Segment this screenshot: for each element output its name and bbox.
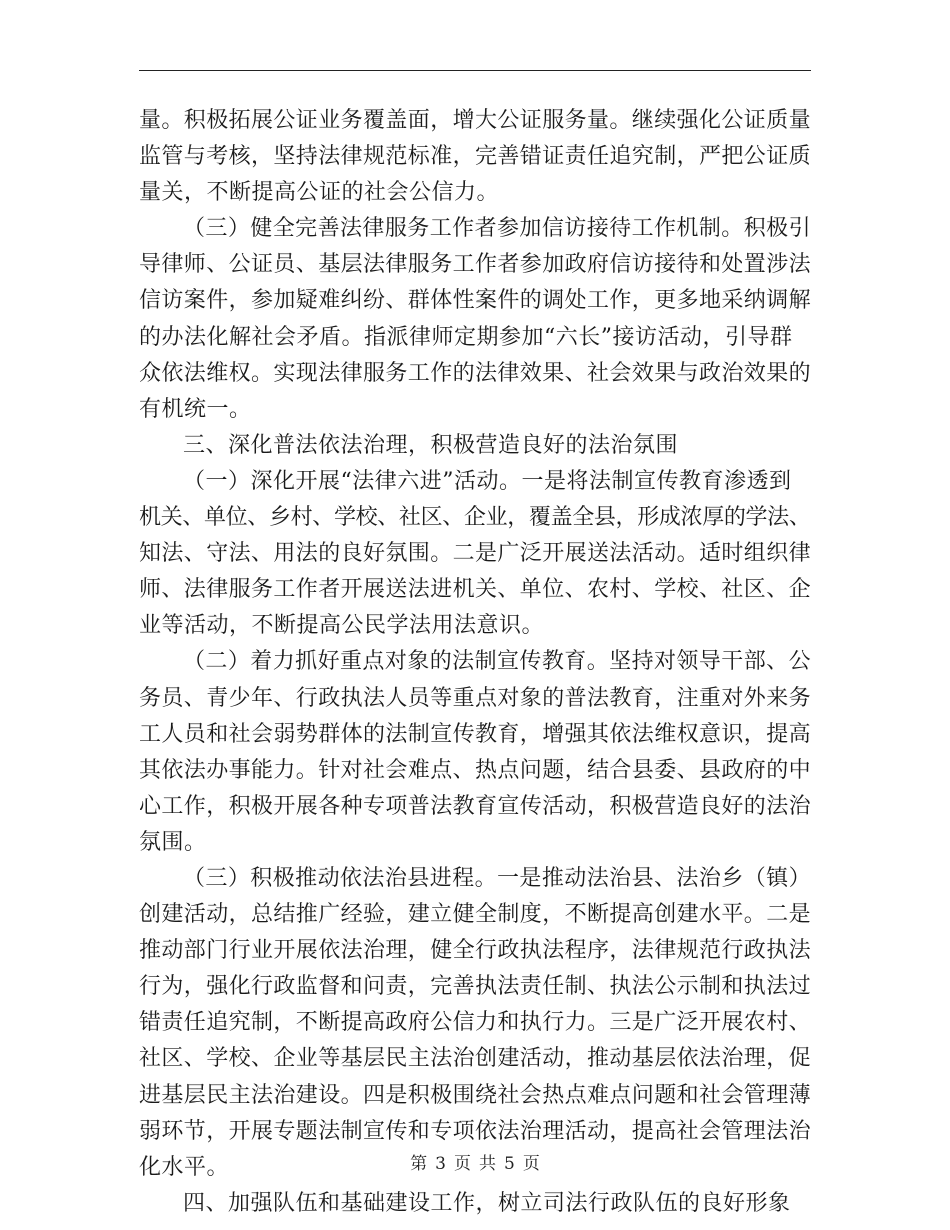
text-line: 氛围。 (139, 829, 207, 855)
text-line: 机关、单位、乡村、学校、社区、企业，覆盖全县，形成浓厚的学法、 (139, 505, 811, 531)
text-line: 进基层民主法治建设。四是积极围绕社会热点难点问题和社会管理薄 (139, 1082, 812, 1108)
text-line: 心工作，积极开展各种专项普法教育宣传活动，积极营造良好的法治 (139, 793, 812, 819)
text-line: 工人员和社会弱势群体的法制宣传教育，增强其依法维权意识，提高 (139, 721, 812, 747)
text-line: （三）健全完善法律服务工作者参加信访接待工作机制。积极引 (183, 216, 812, 242)
text-line: 其依法办事能力。针对社会难点、热点问题，结合县委、县政府的中 (139, 757, 812, 783)
text-line: 推动部门行业开展依法治理，健全行政执法程序，法律规范行政执法 (139, 938, 812, 964)
text-line: 创建活动，总结推广经验，建立健全制度，不断提高创建水平。二是 (139, 902, 812, 928)
text-line: 信访案件，参加疑难纠纷、群体性案件的调处工作，更多地采纳调解 (139, 288, 812, 314)
text-line: 的办法化解社会矛盾。指派律师定期参加“六长”接访活动，引导群 (139, 324, 793, 350)
footer-total-prefix: 共 (479, 1154, 496, 1174)
header-rule (139, 70, 811, 71)
text-line: 三、深化普法依法治理，积极营造良好的法治氛围 (183, 432, 679, 458)
footer-current-page: 3 (435, 1154, 446, 1174)
text-line: 知法、守法、用法的良好氛围。二是广泛开展送法活动。适时组织律 (139, 541, 812, 567)
text-line: 弱环节，开展专题法制宣传和专项依法治理活动，提高社会管理法治 (139, 1118, 812, 1144)
footer-total-pages: 5 (504, 1154, 515, 1174)
text-line: 业等活动，不断提高公民学法用法意识。 (139, 613, 545, 639)
text-line: 化水平。 (139, 1154, 230, 1180)
footer-page-word: 页 (454, 1154, 471, 1174)
text-line: 错责任追究制，不断提高政府公信力和执行力。三是广泛开展农村、 (139, 1010, 812, 1036)
text-line: （三）积极推动依法治县进程。一是推动法治县、法治乡（镇） (183, 865, 812, 891)
text-line: 量。积极拓展公证业务覆盖面，增大公证服务量。继续强化公证质量 (139, 108, 812, 133)
text-line: 四、加强队伍和基础建设工作，树立司法行政队伍的良好形象 (183, 1190, 791, 1216)
footer-page-prefix: 第 (410, 1154, 428, 1174)
text-line: 量关，不断提高公证的社会公信力。 (139, 180, 500, 206)
text-line: 众依法维权。实现法律服务工作的法律效果、社会效果与政治效果的 (139, 360, 812, 386)
footer-total-suffix: 页 (522, 1154, 540, 1174)
text-line: 行为，强化行政监督和问责，完善执法责任制、执法公示制和执法过 (139, 974, 812, 1000)
document-body (139, 103, 811, 1222)
text-line: 监管与考核，坚持法律规范标准，完善错证责任追究制，严把公证质 (139, 144, 812, 170)
text-line: 有机统一。 (139, 396, 252, 422)
text-line: （二）着力抓好重点对象的法制宣传教育。坚持对领导干部、公 (183, 649, 812, 675)
text-line: 务员、青少年、行政执法人员等重点对象的普法教育，注重对外来务 (139, 685, 812, 711)
text-line: 师、法律服务工作者开展送法进机关、单位、农村、学校、社区、企 (139, 577, 812, 603)
text-line: （一）深化开展“法律六进”活动。一是将法制宣传教育渗透到 (183, 468, 792, 494)
text-line: 导律师、公证员、基层法律服务工作者参加政府信访接待和处置涉法 (139, 252, 812, 278)
text-line: 社区、学校、企业等基层民主法治创建活动，推动基层依法治理，促 (139, 1046, 812, 1072)
page-footer (0, 1152, 950, 1176)
